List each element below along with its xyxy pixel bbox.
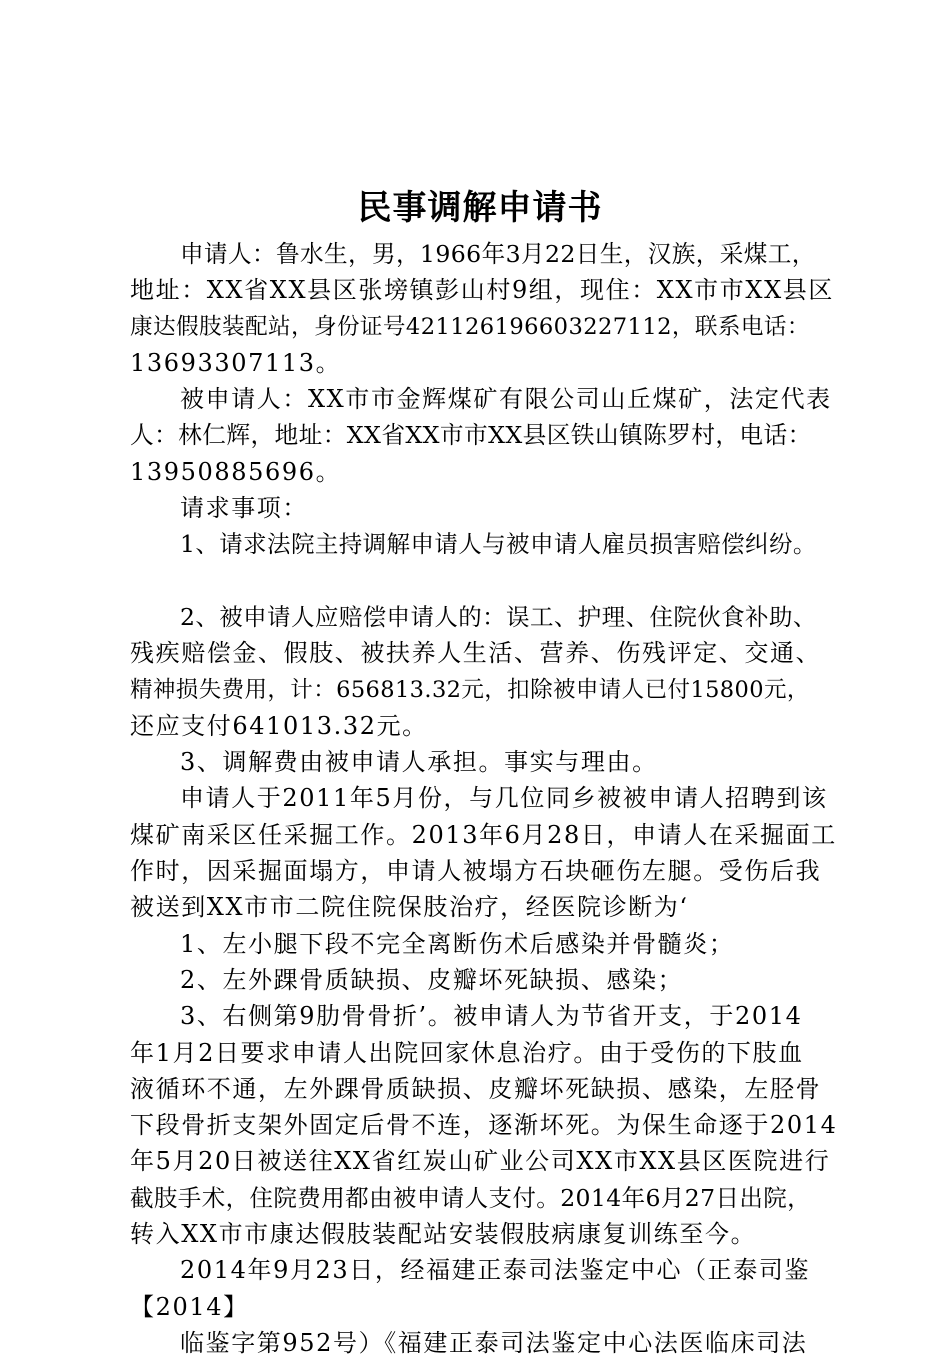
paragraph-line: 2、左外踝骨质缺损、皮瓣坏死缺损、感染；	[180, 965, 684, 994]
paragraph-line: 13950885696。	[130, 457, 342, 486]
paragraph-line: 截肢手术，住院费用都由被申请人支付。2014年6月27日出院，	[130, 1183, 812, 1212]
paragraph-line	[130, 563, 850, 599]
paragraph-line: 3、右侧第9肋骨骨折’。被申请人为节省开支，于2014	[180, 1002, 803, 1031]
paragraph-line: 康达假肢装配站，身份证号421126196603227112，联系电话：	[130, 313, 810, 340]
paragraph-line: 被申请人：XX市市金辉煤矿有限公司山丘煤矿，法定代表	[180, 385, 832, 414]
paragraph-line: 地址：XX省XX县区张塝镇彭山村9组，现住：XX市市XX县区	[130, 276, 834, 305]
paragraph-line: 液循环不通，左外踝骨质缺损、皮瓣坏死缺损、感染，左胫骨	[130, 1074, 822, 1103]
paragraph-line: 申请人：鲁水生，男，1966年3月22日生，汉族，采煤工，	[180, 240, 816, 268]
paragraph-line: 请求事项：	[180, 494, 308, 523]
paragraph-line: 3、调解费由被申请人承担。事实与理由。	[180, 748, 658, 777]
paragraph-line: 临鉴字第952号）《福建正泰司法鉴定中心法医临床司法	[180, 1328, 808, 1357]
paragraph-line: 1、请求法院主持调解申请人与被申请人雇员损害赔偿纠纷。	[180, 530, 817, 559]
paragraph-line: 13693307113。	[130, 348, 342, 377]
paragraph-line: 下段骨折支架外固定后骨不连，逐渐坏死。为保生命逐于2014	[130, 1111, 838, 1140]
paragraph-line: 2014年9月23日，经福建正泰司法鉴定中心（正泰司鉴	[180, 1256, 811, 1285]
paragraph-line: 【2014】	[130, 1292, 249, 1321]
paragraph-line: 人：林仁辉，地址：XX省XX市市XX县区铁山镇陈罗村，电话：	[130, 421, 812, 450]
paragraph-line: 作时，因采掘面塌方，申请人被塌方石块砸伤左腿。受伤后我	[130, 857, 822, 886]
document-title: 民事调解申请书	[357, 188, 603, 228]
paragraph-line: 煤矿南采区任采掘工作。2013年6月28日，申请人在采掘面工	[130, 820, 837, 849]
document-body	[130, 236, 850, 1361]
paragraph-line: 被送到XX市市二院住院保肢治疗，经医院诊断为‘	[130, 893, 689, 922]
paragraph-line: 残疾赔偿金、假肢、被扶养人生活、营养、伤残评定、交通、	[130, 639, 822, 668]
paragraph-line: 年1月2日要求申请人出院回家休息治疗。由于受伤的下肢血	[130, 1038, 804, 1067]
paragraph-line: 年5月20日被送往XX省红炭山矿业公司XX市XX县区医院进行	[130, 1147, 831, 1176]
paragraph-line: 转入XX市市康达假肢装配站安装假肢病康复训练至今。	[130, 1220, 757, 1249]
paragraph-line: 1、左小腿下段不完全离断伤术后感染并骨髓炎；	[180, 929, 735, 958]
paragraph-line: 精神损失费用，计：656813.32元，扣除被申请人已付15800元，	[130, 676, 810, 703]
paragraph-line: 还应支付641013.32元。	[130, 711, 428, 740]
paragraph-line: 2、被申请人应赔偿申请人的：误工、护理、住院伙食补助、	[180, 602, 817, 631]
paragraph-line: 申请人于2011年5月份，与几位同乡被被申请人招聘到该	[180, 784, 828, 813]
